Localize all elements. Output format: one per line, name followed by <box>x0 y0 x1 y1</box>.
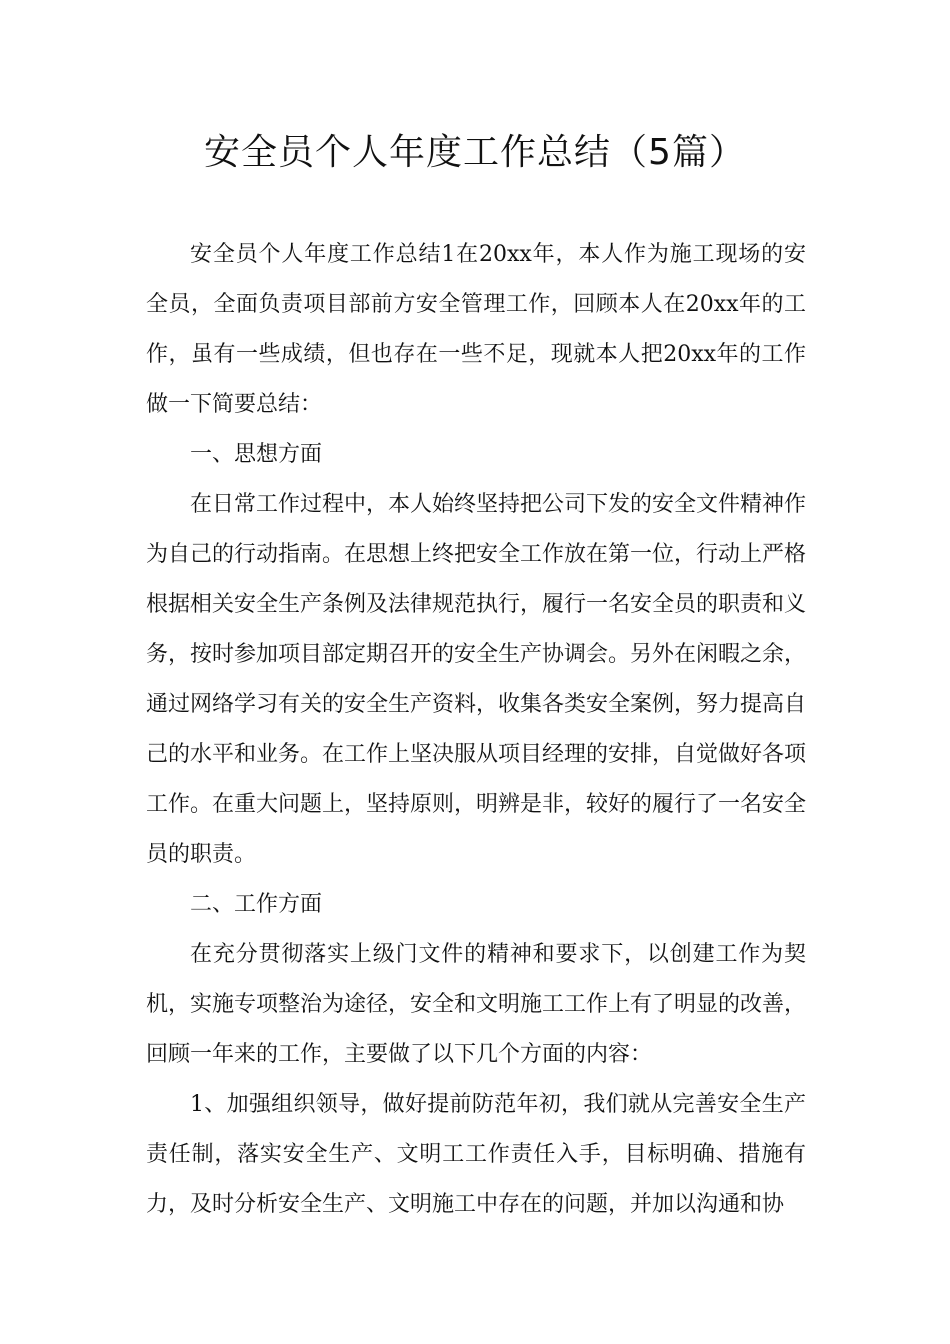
document-body <box>146 230 806 1230</box>
paragraph-work: 在充分贯彻落实上级门文件的精神和要求下，以创建工作为契机，实施专项整治为途径，安全和文明施工工作上有了明显的改善，回顾一年来的工作，主要做了以下几个方面的内容： <box>146 942 807 1067</box>
section-heading-thought: 一、思想方面 <box>190 442 323 467</box>
document-title: 安全员个人年度工作总结（5篇） <box>204 132 746 173</box>
paragraph-thought: 在日常工作过程中，本人始终坚持把公司下发的安全文件精神作为自己的行动指南。在思想上终把安全工作放在第一位，行动上严格根据相关安全生产条例及法律规范执行，履行一名安全员的职责和义务，按时参加项目部定期召开的安全生产协调会。另外在闲暇之余，通过网络学习有关的安全生产资料，收集各类安全案例，努力提高自己的水平和业务。在工作上坚决服从项目经理的安排，自觉做好各项工作。在重大问题上，坚持原则，明辨是非，较好的履行了一名安全员的职责。 <box>146 492 807 867</box>
paragraph-item-1: 1、加强组织领导，做好提前防范年初，我们就从完善安全生产责任制，落实安全生产、文明工工作责任入手，目标明确、措施有力，及时分析安全生产、文明施工中存在的问题，并加以沟通和协 <box>146 1092 806 1217</box>
section-heading-work: 二、工作方面 <box>190 892 323 917</box>
paragraph-intro: 安全员个人年度工作总结1在20xx年，本人作为施工现场的安全员，全面负责项目部前方安全管理工作，回顾本人在20xx年的工作，虽有一些成绩，但也存在一些不足，现就本人把20xx年的工作做一下简要总结： <box>146 242 806 417</box>
